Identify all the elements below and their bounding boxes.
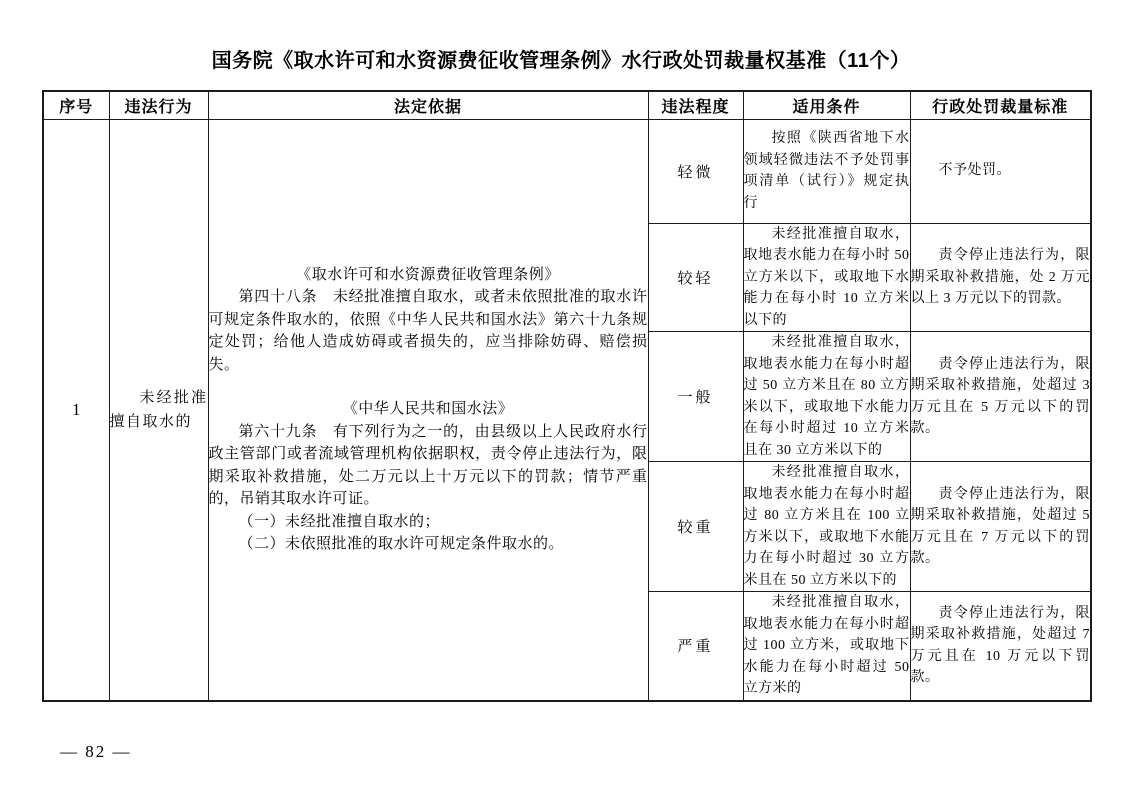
table-header-row	[43, 91, 1091, 119]
legal-basis-item-2: （二）未依照批准的取水许可规定条件取水的。	[238, 536, 565, 552]
column-header-serial-number: 序号	[43, 91, 109, 119]
applicable-condition-text: 按照《陕西省地下水领域轻微违法不予处罚事项清单（试行）》规定执行	[743, 131, 910, 211]
serial-number-cell: 1	[43, 119, 109, 701]
violation-degree-cell: 严重	[648, 592, 743, 701]
illegal-behavior-text: 未经批准擅自取水的	[109, 389, 208, 430]
column-header-illegal-behavior: 违法行为	[109, 91, 208, 119]
legal-basis-article-69: 第六十九条 有下列行为之一的，由县级以上人民政府水行政主管部门或者流域管理机构依据职权，责令停止违法行为，限期采取补救措施，处二万元以上十万元以下的罚款；情节严重的，吊销其取水许可证。	[208, 423, 648, 507]
penalty-standards-table	[42, 90, 1092, 702]
table-row	[43, 119, 1091, 223]
penalty-standard-cell	[910, 592, 1091, 701]
column-header-applicable-conditions: 适用条件	[743, 91, 910, 119]
applicable-condition-cell	[743, 332, 910, 462]
legal-basis-item-1: （一）未经批准擅自取水的；	[238, 513, 441, 530]
penalty-standard-text: 不予处罚。	[938, 163, 1011, 179]
legal-basis-spacer	[209, 376, 648, 398]
applicable-condition-text: 未经批准擅自取水，取地表水能力在每小时超过 100 立方米，或取地下水能力在每小时超过 50 立方米的	[743, 595, 910, 696]
violation-degree-cell: 轻微	[648, 119, 743, 223]
applicable-condition-cell	[743, 462, 910, 592]
legal-basis-law-title: 《中华人民共和国水法》	[342, 401, 514, 417]
applicable-condition-text: 未经批准擅自取水，取地表水能力在每小时超过 80 立方米且在 100 立方米以下，或取地下水能力在每小时超过 30 立方米且在 50 立方米以下的	[743, 465, 910, 588]
illegal-behavior-cell	[109, 119, 208, 701]
penalty-standard-text: 责令停止违法行为，限期采取补救措施，处超过 3 万元且在 5 万元以下的罚款。	[910, 356, 1090, 436]
penalty-standard-cell	[910, 223, 1091, 332]
penalty-standard-cell	[910, 119, 1091, 223]
applicable-condition-text: 未经批准擅自取水，取地表水能力在每小时 50 立方米以下，或取地下水能力在每小时 10 立方米以下的	[743, 226, 910, 328]
penalty-standard-text: 责令停止违法行为，限期采取补救措施，处 2 万元以上 3 万元以下的罚款。	[910, 248, 1090, 306]
penalty-standard-text: 责令停止违法行为，限期采取补救措施，处超过 7 万元且在 10 万元以下罚款。	[910, 605, 1090, 686]
violation-degree-cell: 较重	[648, 462, 743, 592]
legal-basis-article-48: 第四十八条 未经批准擅自取水，或者未依照批准的取水许可规定条件取水的，依照《中华人民共和国水法》第六十九条规定处罚；给他人造成妨碍或者损失的，应当排除妨碍、赔偿损失。	[208, 289, 648, 373]
page-number: — 82 —	[60, 742, 132, 761]
penalty-standard-cell	[910, 332, 1091, 462]
applicable-condition-cell	[743, 119, 910, 223]
column-header-violation-degree: 违法程度	[648, 91, 743, 119]
column-header-penalty-standard: 行政处罚裁量标准	[910, 91, 1091, 119]
penalty-standard-cell	[910, 462, 1091, 592]
legal-basis-regulation-title: 《取水许可和水资源费征收管理条例》	[296, 266, 560, 283]
applicable-condition-cell	[743, 592, 910, 701]
violation-degree-cell: 一般	[648, 332, 743, 462]
violation-degree-cell: 较轻	[648, 223, 743, 332]
legal-basis-cell	[208, 119, 648, 701]
penalty-standard-text: 责令停止违法行为，限期采取补救措施，处超过 5 万元且在 7 万元以下的罚款。	[910, 486, 1090, 566]
page-title: 国务院《取水许可和水资源费征收管理条例》水行政处罚裁量权基准（11个）	[211, 50, 911, 72]
applicable-condition-cell	[743, 223, 910, 332]
column-header-legal-basis: 法定依据	[208, 91, 648, 119]
applicable-condition-text: 未经批准擅自取水，取地表水能力在每小时超过 50 立方米且在 80 立方米以下，或取地下水能力在每小时超过 10 立方米且在 30 立方米以下的	[743, 335, 910, 458]
